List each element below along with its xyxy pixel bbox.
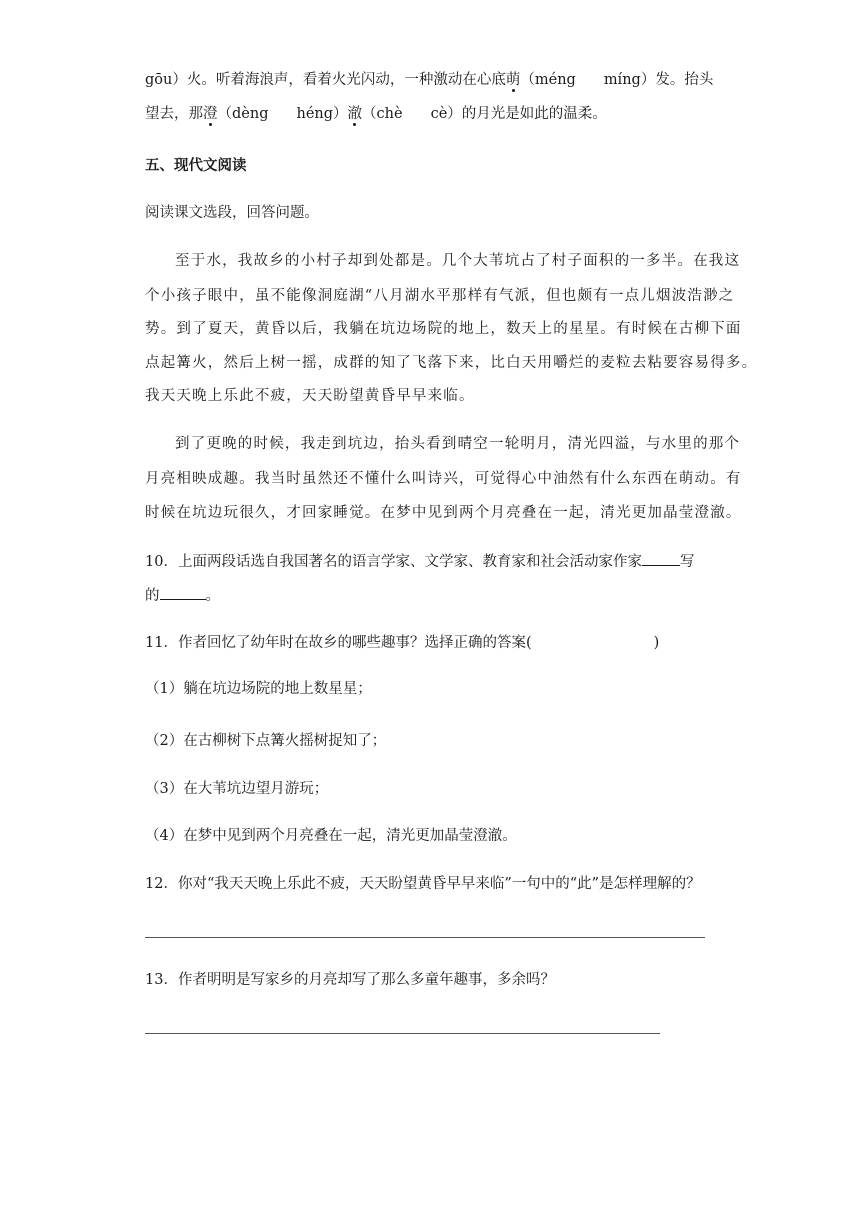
pinyin-option: míng）发。抬头	[603, 72, 714, 88]
passage-line: 个小孩子眼中，虽不能像洞庭湖“八月湖水平那样有气派，但也颇有一点儿烟波浩渺之	[145, 288, 735, 304]
answer-blank[interactable]	[160, 585, 206, 600]
pinyin-option: （dèng	[217, 106, 269, 122]
option-1: （1）躺在坑边场院的地上数星星；	[145, 681, 372, 697]
section-title: 五、现代文阅读	[145, 157, 247, 174]
question-10-text: 10．上面两段话选自我国著名的语言学家、文学家、教育家和社会活动家作家	[145, 554, 642, 570]
passage-line: 点起篝火，然后上树一摇，成群的知了飞落下来，比白天用嚼烂的麦粒去粘要容易得多。	[145, 355, 758, 371]
intro-text: gōu）火。听着海浪声，看着火光闪动，一种激动在心底	[145, 72, 506, 88]
instruction-text: 阅读课文选段，回答问题。	[145, 205, 319, 221]
passage-line: 我天天晚上乐此不疲，天天盼望黄昏早早来临。	[145, 388, 475, 404]
intro-text: cè）的月光是如此的温柔。	[430, 106, 607, 122]
question-11	[145, 633, 659, 653]
passage-line: 至于水，我故乡的小村子却到处都是。几个大苇坑占了村子面积的一多半。在我这	[175, 253, 741, 269]
intro-line-1	[145, 70, 713, 90]
dotted-char: 萌	[505, 72, 521, 88]
option-4: （4）在梦中见到两个月亮叠在一起，清光更加晶莹澄澈。	[145, 828, 517, 844]
question-10-line-1	[145, 551, 694, 572]
question-10-text: 的	[145, 588, 160, 604]
question-13: 13．作者明明是写家乡的月亮却写了那么多童年趣事，多余吗？	[145, 972, 555, 988]
question-10-text: 。	[205, 588, 220, 604]
question-11-text: )	[653, 635, 660, 651]
option-2: （2）在古柳树下点篝火摇树捉知了；	[145, 733, 387, 749]
answer-blank[interactable]	[642, 551, 680, 566]
dotted-char: 澈	[347, 106, 363, 122]
answer-line[interactable]	[145, 937, 705, 938]
answer-line[interactable]	[145, 1033, 660, 1034]
question-11-text: 11．作者回忆了幼年时在故乡的哪些趣事？选择正确的答案(	[145, 635, 532, 651]
pinyin-option: （chè	[362, 106, 403, 122]
question-10-line-2	[145, 585, 220, 606]
passage-line: 时候在坑边玩很久，才回家睡觉。在梦中见到两个月亮叠在一起，清光更加晶莹澄澈。	[145, 505, 742, 521]
intro-text: 望去，那	[145, 106, 203, 122]
question-10-text: 写	[679, 554, 695, 570]
passage-line: 到了更晚的时候，我走到坑边，抬头看到晴空一轮明月，清光四溢，与水里的那个	[175, 436, 741, 452]
option-3: （3）在大苇坑边望月游玩；	[145, 781, 329, 797]
question-12: 12．你对“我天天晚上乐此不疲，天天盼望黄昏早早来临”一句中的“此”是怎样理解的？	[145, 876, 701, 892]
intro-line-2	[145, 104, 607, 124]
pinyin-option: héng）	[296, 106, 348, 122]
passage-line: 月亮相映成趣。我当时虽然还不懂什么叫诗兴，可觉得心中油然有什么东西在萌动。有	[145, 471, 742, 487]
pinyin-option: （méng	[520, 72, 576, 88]
passage-line: 势。到了夏天，黄昏以后，我躺在坑边场院的地上，数天上的星星。有时候在古柳下面	[145, 321, 742, 337]
dotted-char: 澄	[203, 106, 218, 122]
